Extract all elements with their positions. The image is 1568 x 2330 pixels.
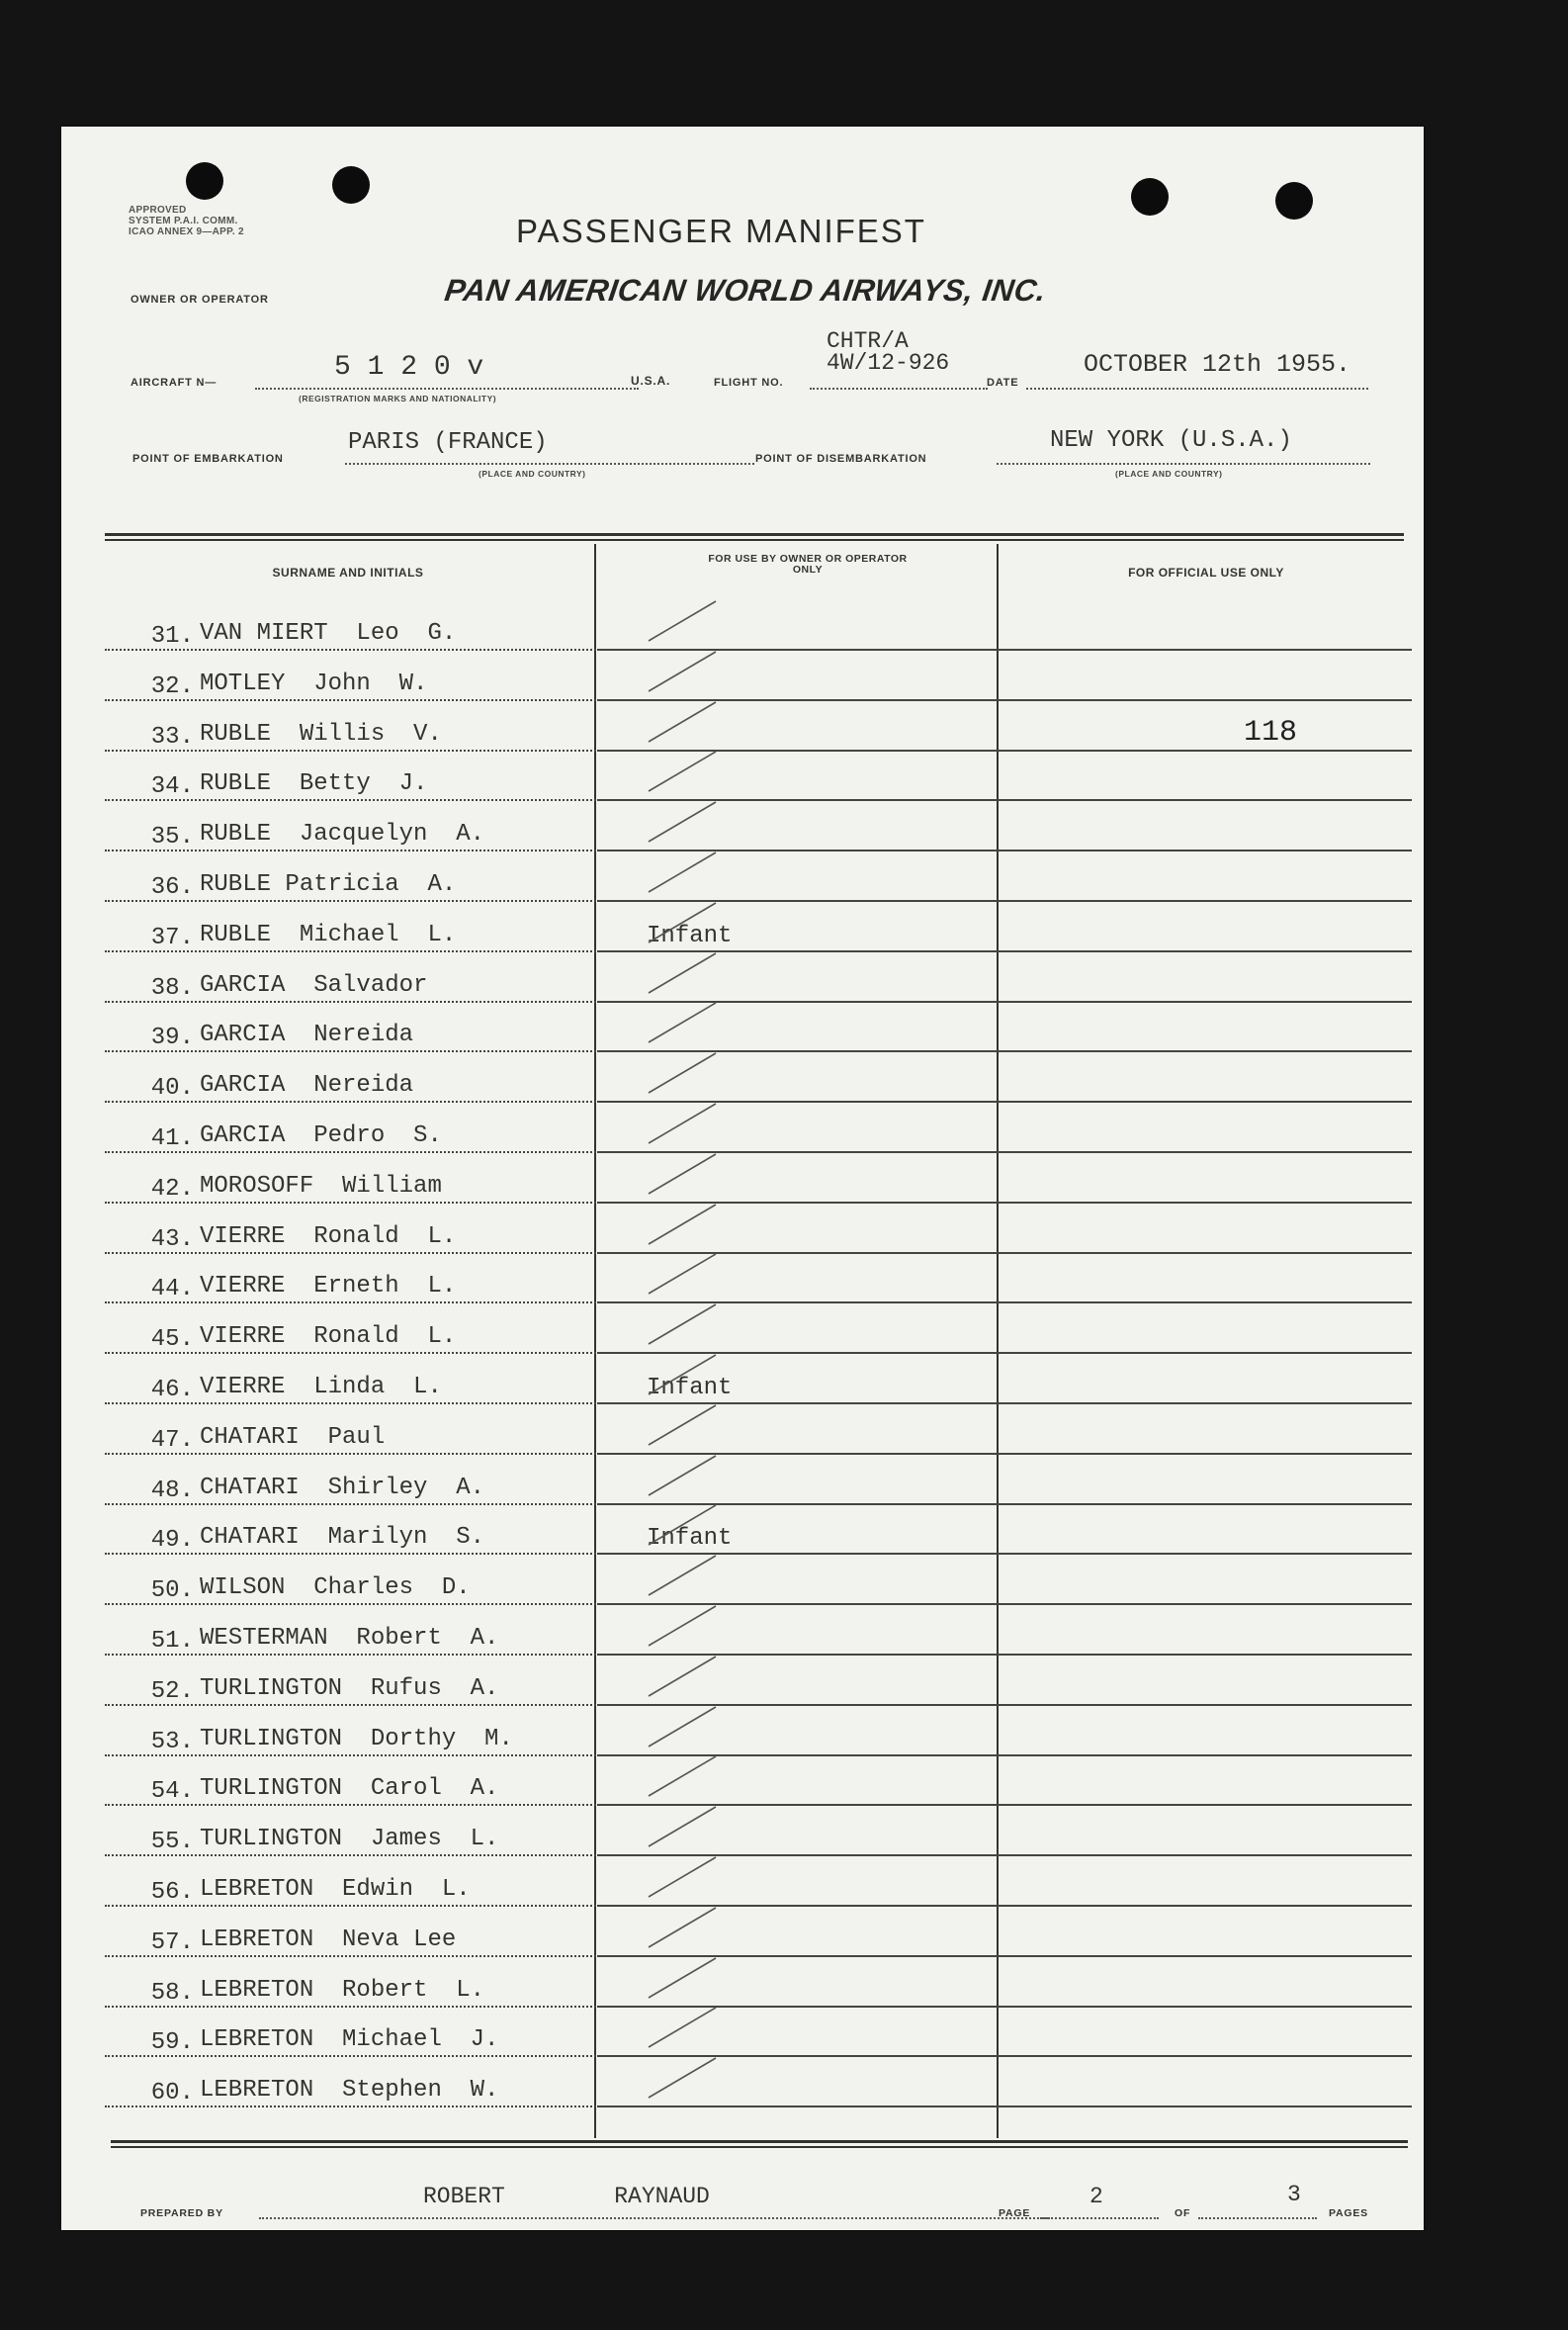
checkmark-icon (647, 1501, 724, 1549)
checkmark-icon (647, 648, 724, 695)
disembarkation-value: NEW YORK (U.S.A.) (1050, 427, 1292, 454)
passenger-number: 60. (150, 2080, 194, 2107)
passenger-number: 33. (150, 723, 194, 751)
passenger-number: 58. (150, 1979, 194, 2007)
passenger-number: 34. (150, 773, 194, 801)
passenger-number: 52. (150, 1677, 194, 1705)
passenger-number: 51. (150, 1628, 194, 1655)
passenger-row (105, 1857, 1412, 1907)
manifest-sheet (61, 127, 1424, 2230)
passenger-name: VAN MIERT Leo G. (200, 620, 457, 647)
checkmark-icon (647, 1904, 724, 1951)
passenger-name: WILSON Charles D. (200, 1574, 471, 1602)
passenger-name: LEBRETON Stephen W. (200, 2077, 499, 2105)
checkmark-icon (647, 2004, 724, 2051)
of-label: OF (1175, 2207, 1191, 2219)
page-total: 3 (1287, 2182, 1301, 2207)
registration-sublabel: (REGISTRATION MARKS AND NATIONALITY) (299, 394, 497, 403)
passenger-number: 46. (150, 1377, 194, 1403)
passenger-name: GARCIA Nereida (200, 1022, 414, 1049)
airline-name: PAN AMERICAN WORLD AIRWAYS, INC. (442, 273, 1049, 308)
page-title: PASSENGER MANIFEST (516, 213, 926, 249)
passenger-number: 31. (150, 623, 194, 650)
checkmark-icon (647, 597, 724, 645)
passenger-row (105, 652, 1412, 701)
column-header-surname: SURNAME AND INITIALS (272, 566, 424, 580)
passenger-row (105, 1807, 1412, 1856)
flight-value-bottom: 4W/12-926 (827, 350, 950, 376)
checkmark-icon (647, 1150, 724, 1198)
disembarkation-label: POINT OF DISEMBARKATION (755, 453, 927, 465)
passenger-row (105, 1505, 1412, 1555)
punch-hole (1275, 182, 1313, 220)
passenger-name: WESTERMAN Robert A. (200, 1625, 499, 1652)
checkmark-icon (647, 1602, 724, 1650)
passenger-number: 35. (150, 824, 194, 851)
checkmark-icon (647, 1552, 724, 1599)
column-header-owner-use: FOR USE BY OWNER OR OPERATOR ONLY (708, 553, 908, 576)
approval-line: ICAO ANNEX 9—APP. 2 (129, 226, 244, 237)
passenger-name: RUBLE Willis V. (200, 720, 442, 748)
passenger-number: 48. (150, 1477, 194, 1504)
passenger-row (105, 752, 1412, 801)
passenger-name: LEBRETON Neva Lee (200, 1926, 457, 1953)
owner-label: OWNER OR OPERATOR (131, 294, 269, 306)
checkmark-icon (647, 698, 724, 746)
passenger-name: VIERRE Ronald L. (200, 1323, 457, 1351)
passenger-name: CHATARI Paul (200, 1423, 386, 1451)
passenger-number: 59. (150, 2029, 194, 2057)
checkmark-icon (647, 1100, 724, 1147)
passenger-name: TURLINGTON Carol A. (200, 1775, 499, 1803)
passenger-number: 36. (150, 874, 194, 901)
passenger-row (105, 1003, 1412, 1052)
flight-value-top: CHTR/A (827, 328, 909, 354)
approval-line: SYSTEM P.A.I. COMM. (129, 216, 238, 226)
passenger-row (105, 1405, 1412, 1455)
passenger-row (105, 953, 1412, 1003)
official-entry: 118 (1244, 715, 1298, 750)
passenger-number: 39. (150, 1025, 194, 1052)
passenger-number: 32. (150, 672, 194, 700)
checkmark-icon (647, 1351, 724, 1398)
passenger-row (105, 1456, 1412, 1505)
passenger-name: RUBLE Betty J. (200, 770, 428, 798)
passenger-name: CHATARI Marilyn S. (200, 1524, 485, 1552)
usa-label: U.S.A. (631, 374, 671, 388)
passenger-name: TURLINGTON James L. (200, 1826, 499, 1853)
owner-note: Infant (647, 1375, 733, 1401)
pages-label: PAGES (1329, 2207, 1368, 2219)
passenger-name: RUBLE Michael L. (200, 921, 457, 948)
checkmark-icon (647, 1452, 724, 1499)
passenger-name: CHATARI Shirley A. (200, 1474, 485, 1501)
owner-note: Infant (647, 1525, 733, 1553)
passenger-name: MOROSOFF William (200, 1172, 442, 1200)
embarkation-label: POINT OF EMBARKATION (132, 453, 284, 465)
table-bottom-rule (111, 2140, 1408, 2143)
checkmark-icon (647, 1201, 724, 1248)
passenger-row (105, 802, 1412, 851)
passenger-name: MOTLEY John W. (200, 670, 428, 697)
column-header-official-use: FOR OFFICIAL USE ONLY (1128, 566, 1284, 580)
place-sublabel: (PLACE AND COUNTRY) (1115, 469, 1223, 479)
passenger-row (105, 1908, 1412, 1957)
approval-line: APPROVED (129, 205, 187, 216)
place-sublabel: (PLACE AND COUNTRY) (479, 469, 586, 479)
checkmark-icon (647, 1653, 724, 1700)
checkmark-icon (647, 798, 724, 846)
passenger-name: VIERRE Erneth L. (200, 1273, 457, 1300)
passenger-row (105, 1053, 1412, 1103)
checkmark-icon (647, 899, 724, 946)
checkmark-icon (647, 1803, 724, 1850)
passenger-row (105, 1154, 1412, 1204)
passenger-row (105, 1205, 1412, 1254)
passenger-name: TURLINGTON Dorthy M. (200, 1725, 513, 1752)
passenger-number: 57. (150, 1928, 194, 1956)
passenger-name: LEBRETON Edwin L. (200, 1876, 471, 1903)
page-label: PAGE (999, 2207, 1031, 2219)
passenger-row (105, 1707, 1412, 1756)
passenger-row (105, 1556, 1412, 1605)
passenger-row (105, 2058, 1412, 2107)
passenger-name: VIERRE Linda L. (200, 1374, 442, 1400)
passenger-number: 44. (150, 1276, 194, 1303)
passenger-name: LEBRETON Robert L. (200, 1976, 485, 2004)
passenger-row (105, 1304, 1412, 1354)
passenger-row (105, 852, 1412, 902)
passenger-name: VIERRE Ronald L. (200, 1222, 457, 1250)
passenger-number: 49. (150, 1527, 194, 1555)
checkmark-icon (647, 849, 724, 896)
passenger-row (105, 1355, 1412, 1404)
checkmark-icon (647, 1954, 724, 2002)
checkmark-icon (647, 999, 724, 1046)
checkmark-icon (647, 1703, 724, 1750)
passenger-number: 56. (150, 1879, 194, 1906)
passenger-number: 55. (150, 1829, 194, 1856)
table-top-rule (105, 533, 1404, 536)
checkmark-icon (647, 1049, 724, 1097)
owner-note: Infant (647, 922, 733, 949)
passenger-number: 45. (150, 1326, 194, 1354)
passenger-number: 54. (150, 1778, 194, 1806)
passenger-row (105, 1254, 1412, 1303)
passenger-name: RUBLE Patricia A. (200, 871, 457, 898)
passenger-number: 38. (150, 974, 194, 1002)
passenger-number: 37. (150, 924, 194, 951)
passenger-number: 50. (150, 1577, 194, 1605)
checkmark-icon (647, 1300, 724, 1348)
passenger-row (105, 601, 1412, 651)
flight-label: FLIGHT NO. (714, 377, 784, 389)
checkmark-icon (647, 1853, 724, 1901)
passenger-number: 53. (150, 1728, 194, 1755)
checkmark-icon (647, 1401, 724, 1449)
prepared-by-value: ROBERT RAYNAUD (423, 2184, 710, 2209)
date-label: DATE (987, 377, 1019, 389)
aircraft-label: AIRCRAFT N— (131, 377, 218, 389)
punch-hole (332, 166, 370, 204)
prepared-by-label: PREPARED BY (140, 2207, 223, 2219)
passenger-number: 42. (150, 1175, 194, 1203)
passenger-name: GARCIA Nereida (200, 1072, 414, 1100)
passenger-name: LEBRETON Michael J. (200, 2026, 499, 2054)
embarkation-value: PARIS (FRANCE) (348, 429, 548, 456)
passenger-row (105, 1958, 1412, 2008)
punch-hole (1131, 178, 1169, 216)
checkmark-icon (647, 748, 724, 795)
checkmark-icon (647, 1752, 724, 1800)
checkmark-icon (647, 949, 724, 997)
passenger-row (105, 903, 1412, 952)
passenger-number: 41. (150, 1125, 194, 1152)
checkmark-icon (647, 1250, 724, 1298)
passenger-row (105, 1606, 1412, 1656)
passenger-row (105, 2008, 1412, 2057)
aircraft-value: 5 1 2 0 v (334, 352, 484, 383)
passenger-name: GARCIA Pedro S. (200, 1122, 442, 1149)
passenger-row (105, 702, 1412, 752)
passenger-name: TURLINGTON Rufus A. (200, 1674, 499, 1702)
punch-hole (186, 162, 223, 200)
passenger-name: RUBLE Jacquelyn A. (200, 821, 485, 849)
passenger-row (105, 1657, 1412, 1706)
page-number: 2 (1089, 2184, 1103, 2209)
checkmark-icon (647, 2054, 724, 2102)
date-value: OCTOBER 12th 1955. (1084, 350, 1351, 379)
passenger-row (105, 1104, 1412, 1153)
approval-stamp (129, 205, 244, 237)
passenger-number: 40. (150, 1075, 194, 1103)
passenger-row (105, 1756, 1412, 1806)
passenger-number: 47. (150, 1426, 194, 1454)
passenger-number: 43. (150, 1225, 194, 1253)
passenger-name: GARCIA Salvador (200, 971, 428, 999)
